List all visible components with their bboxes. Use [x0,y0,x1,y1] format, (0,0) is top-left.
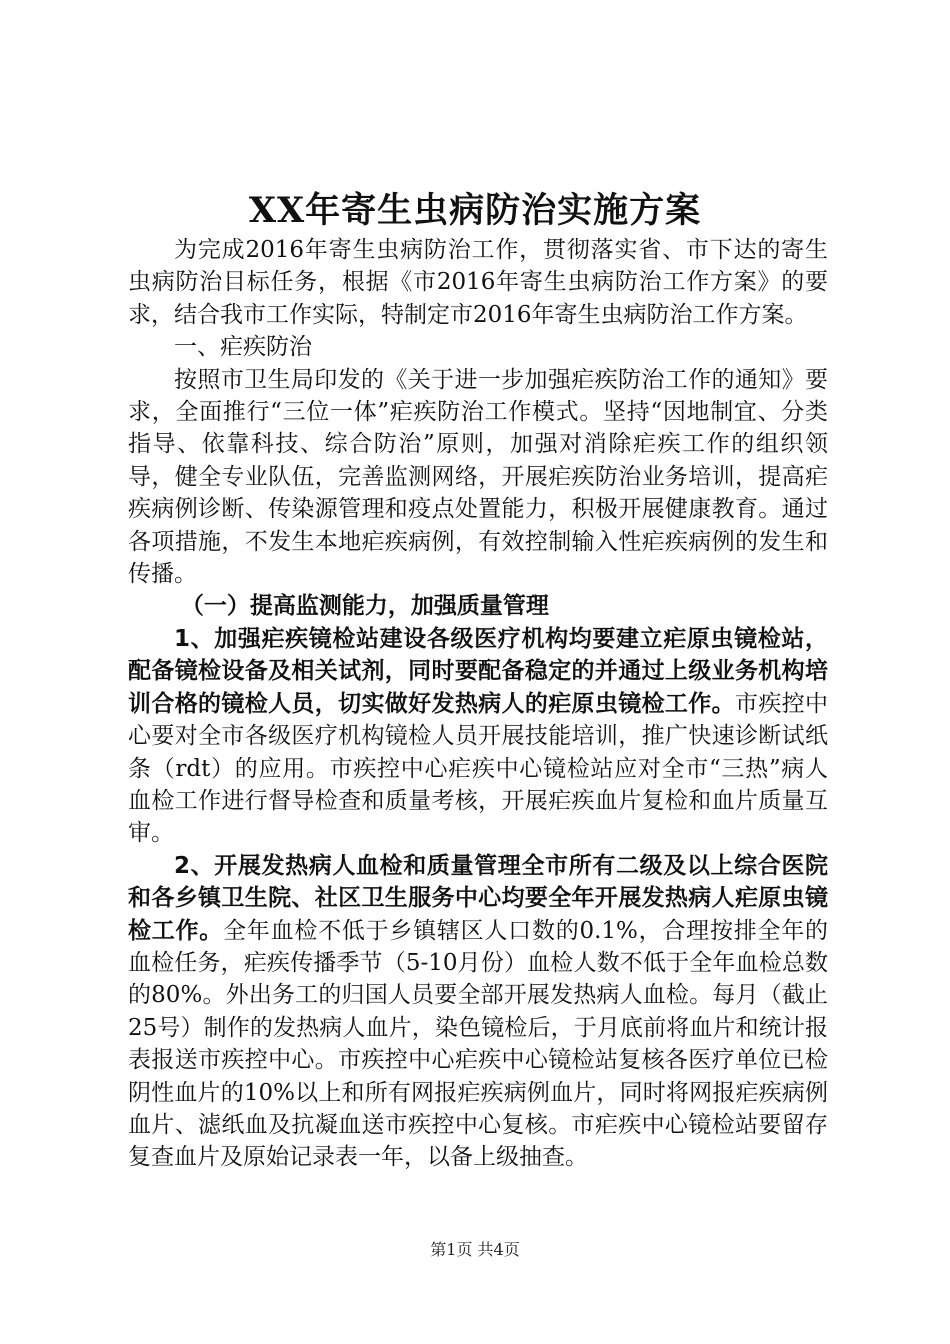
document-body [128,234,828,1174]
intro-paragraph: 为完成2016年寄生虫病防治工作，贯彻落实省、市下达的寄生虫病防治目标任务，根据《市2016年寄生虫病防治工作方案》的要求，结合我市工作实际，特制定市2016年寄生虫病防治工作方案。 [128,237,828,328]
document-title: XX年寄生虫病防治实施方案 [248,190,702,231]
item-1-lead: 1、加强疟疾镜检站建设各级医疗机构均要建立疟原虫镜检站，配备镜检设备及相关试剂，同时要配备稳定的并通过上级业务机构培训合格的镜检人员，切实做好发热病人的疟原虫镜检工作。 [128,625,828,717]
item-1-paragraph [128,623,828,850]
item-2-paragraph [128,850,828,1174]
item-2-lead: 2、开展发热病人血检和质量管理全市所有二级及以上综合医院和各乡镇卫生院、社区卫生服务中心均要全年开展发热病人疟原虫镜检工作。 [128,852,828,944]
item-1-text: 市疾控中心要对全市各级医疗机构镜检人员开展技能培训，推广快速诊断试纸条（rdt）的应用。市疾控中心疟疾中心镜检站应对全市“三热”病人血检工作进行督导检查和质量考核，开展疟疾血片复检和血片质量互审。 [128,690,829,847]
subsection-heading-monitoring: （一）提高监测能力，加强质量管理 [180,593,549,620]
page-number: 第1页 共4页 [430,1240,520,1259]
item-2-text: 全年血检不低于乡镇辖区人口数的0.1%，合理按排全年的血检任务，疟疾传播季节（5-10月份）血检人数不低于全年血检总数的80%。外出务工的归国人员要全部开展发热病人血检。每月（截止25号）制作的发热病人血片，染色镜检后，于月底前将血片和统计报表报送市疾控中心。市疾控中心疟疾中心镜检站复核各医疗单位已检阴性血片的10%以上和所有网报疟疾病例血片，同时将网报疟疾病例血片、滤纸血及抗凝血送市疾控中心复核。市疟疾中心镜检站要留存复查血片及原始记录表一年，以备上级抽查。 [128,917,828,1171]
section-paragraph-malaria: 按照市卫生局印发的《关于进一步加强疟疾防治工作的通知》要求，全面推行“三位一体”疟疾防治工作模式。坚持“因地制宜、分类指导、依靠科技、综合防治”原则，加强对消除疟疾工作的组织领导，健全专业队伍，完善监测网络，开展疟疾防治业务培训，提高疟疾病例诊断、传染源管理和疫点处置能力，积极开展健康教育。通过各项措施，不发生本地疟疾病例，有效控制输入性疟疾病例的发生和传播。 [128,366,828,588]
section-heading-malaria: 一、疟疾防治 [174,334,312,361]
